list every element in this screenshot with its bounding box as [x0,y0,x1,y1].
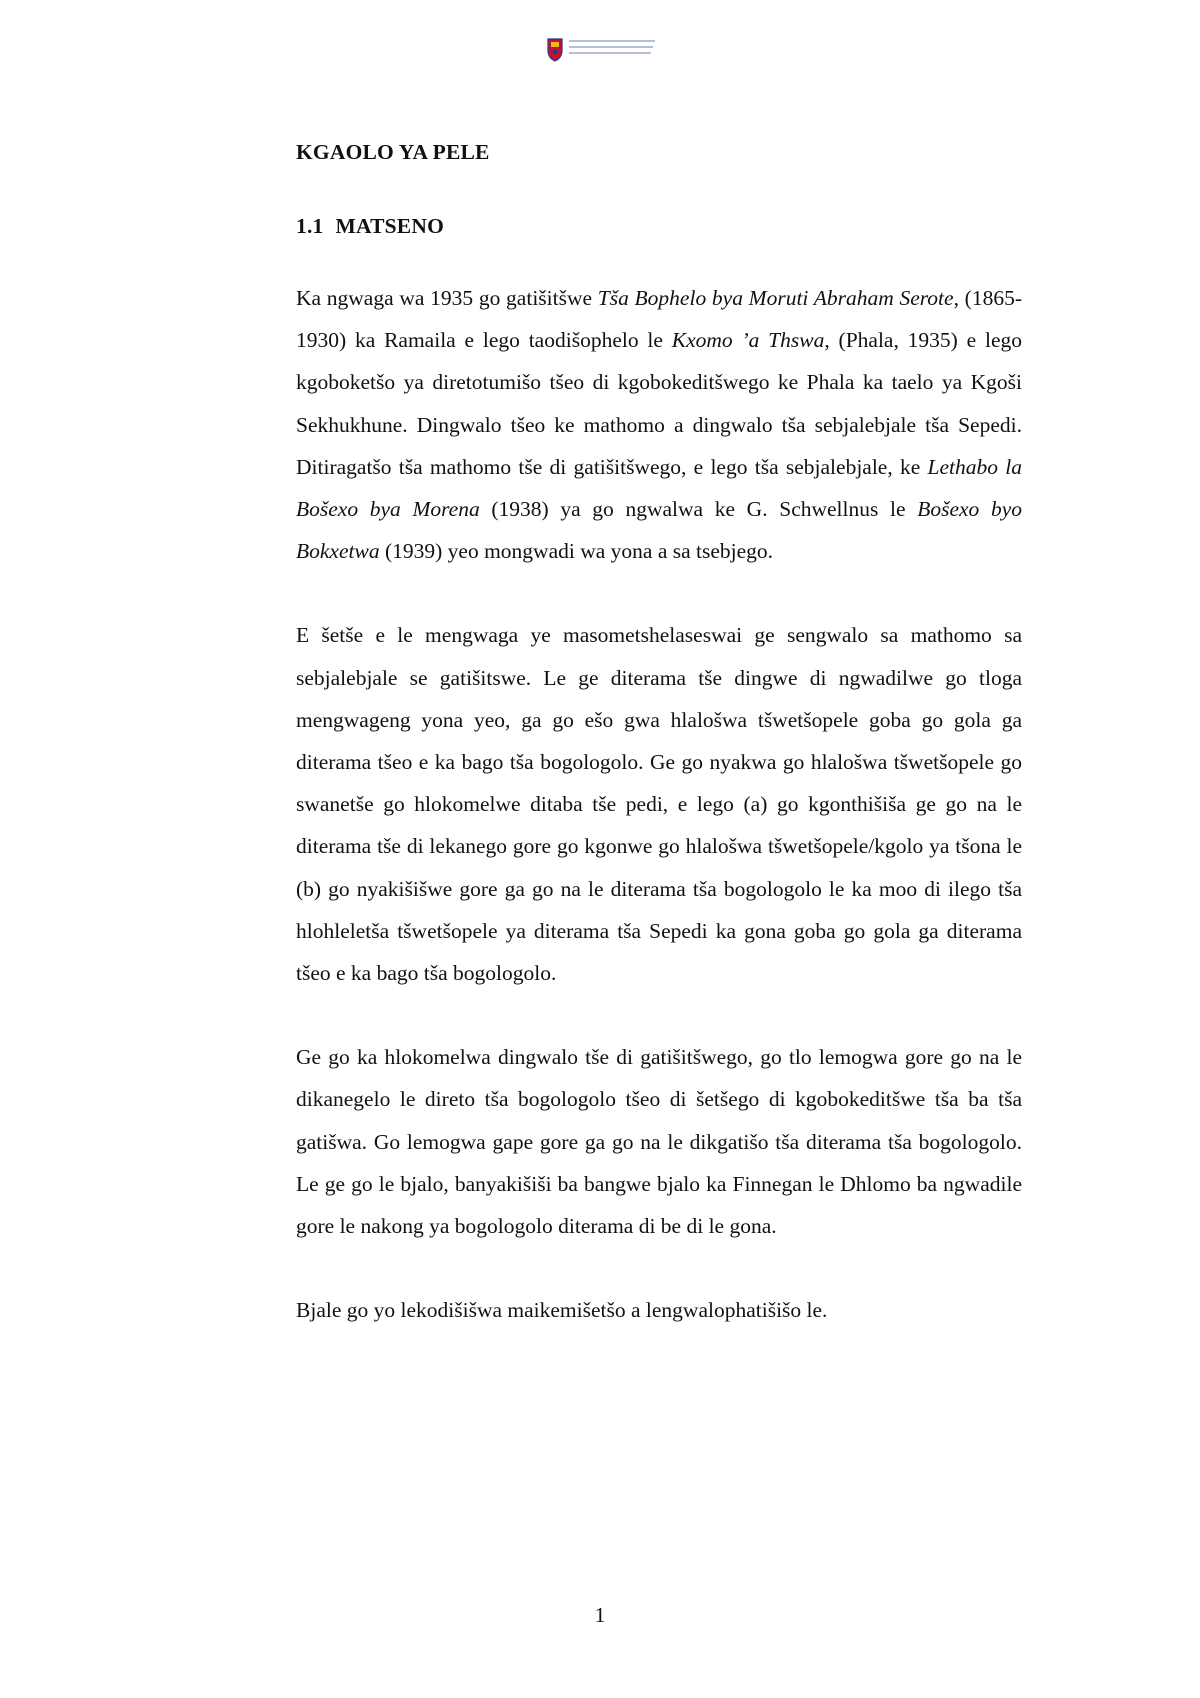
section-heading [296,214,1022,239]
book-title-lethabo: Lethabo la Bošexo bya Morena [296,454,1023,522]
paragraph-1-text-5: (1939) yeo mongwadi wa yona a sa tsebjego. [379,539,774,564]
chapter-title: KGAOLO YA PELE [296,140,490,164]
page-number: 1 [594,1603,606,1627]
document-body [296,140,1022,1331]
paragraph-3: Ge go ka hlokomelwa dingwalo tše di gatišitšwego, go tlo lemogwa gore go na le dikanegelo le direto tša bogologolo tšeo di šetšego di kgobokeditšwe tša ba tša gatišwa. Go lemogwa gape gore ga go na le dikgatišo tša diterama tša bogologolo. Le ge go le bjalo, banyakišiši ba bangwe bjalo ka Finnegan le Dhlomo ba ngwadile gore le nakong ya bogologolo diterama di be di le gona. [296,1045,1022,1239]
university-crest-icon [545,34,661,64]
paragraph-1-text-2: , (1865-1930) ka Ramaila e lego taodišophelo le [296,286,1022,353]
book-title-serote: Tša Bophelo bya Moruti Abraham Serote [597,286,954,310]
paragraph-1-text-4: (1938) ya go ngwalwa ke G. Schwellnus le [479,497,918,522]
paragraph-1-text-1: Ka ngwaga wa 1935 go gatišitšwe [296,286,598,310]
paragraph-1-text-3: , (Phala, 1935) e lego kgoboketšo ya diretotumišo tšeo di kgobokeditšwego ke Phala ka taelo ya Kgoši Sekhukhune. Dingwalo tšeo ke mathomo a dingwalo tša sebjalebjale tša Sepedi. Ditiragatšo tša mathomo tše di gatišitšwego, e lego tša sebjalebjale, ke [296,328,1022,479]
university-logo [545,34,661,64]
book-title-boxexo: Bošexo byo Bokxetwa [296,497,1022,564]
section-number: 1.1 [296,214,324,238]
paragraph-2: E šetše e le mengwaga ye masometshelaseswai ge sengwalo sa mathomo sa sebjalebjale se gatišitswe. Le ge diterama tše dingwe di ngwadilwe go tloga mengwageng yona yeo, ga go ešo gwa hlalošwa tšwetšopele goba go gola ga diterama tšeo e ka bago tša bogologolo. Ge go nyakwa go hlalošwa tšwetšopele go swanetše go hlokomelwe ditaba tše pedi, e lego (a) go kgonthišiša ge go na le diterama tše di lekanego gore go kgonwe go hlalošwa tšwetšopele/kgolo ya tšona le (b) go nyakišišwe gore ga go na le diterama tša bogologolo le ka moo di ilego tša hlohleletša tšwetšopele ya diterama tša Sepedi ka gona goba go gola ga diterama tšeo e ka bago tša bogologolo. [296,623,1022,986]
paragraph-1 [296,277,1022,572]
section-title: MATSENO [335,214,444,238]
book-title-kxomo: Kxomo ’a Thswa [671,328,825,353]
paragraph-4: Bjale go yo lekodišišwa maikemišetšo a lengwalophatišišo le. [296,1298,828,1323]
